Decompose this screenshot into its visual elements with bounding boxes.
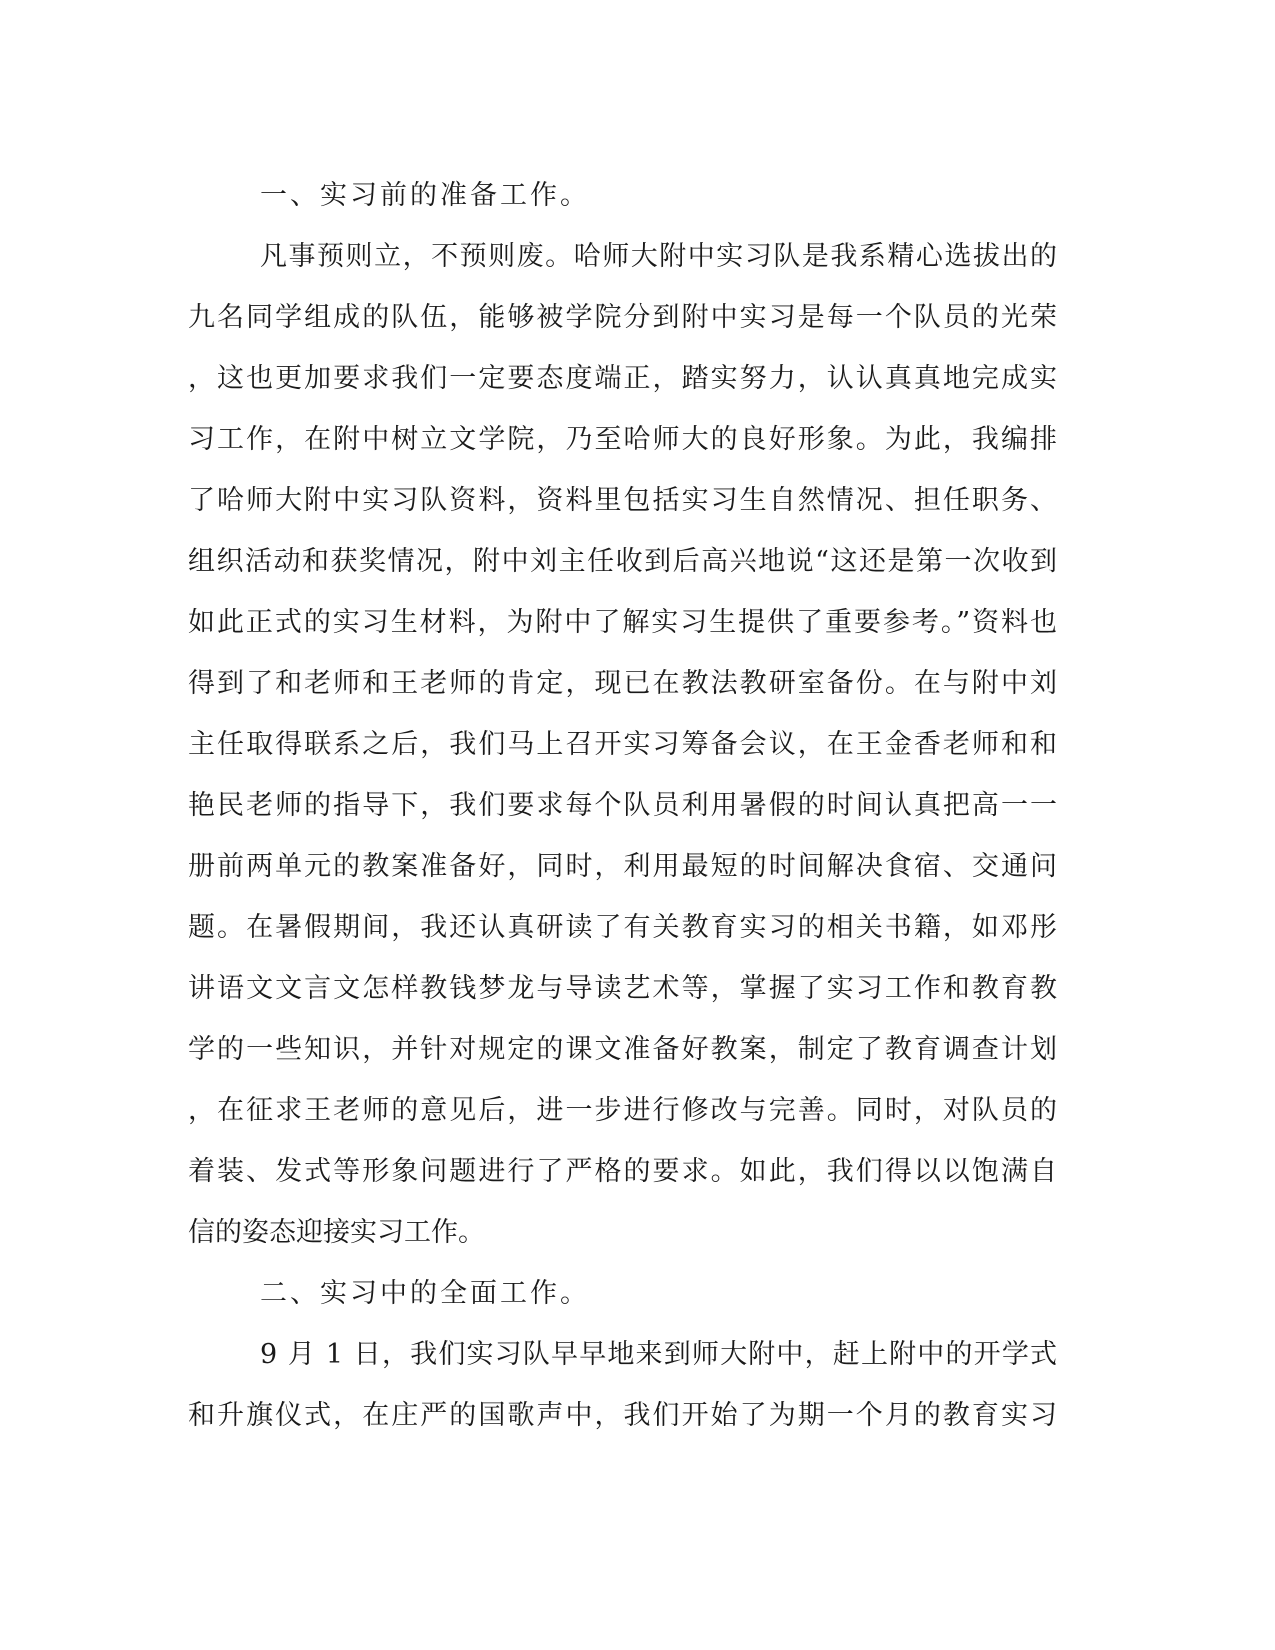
paragraph-line: ，在征求王老师的意见后，进一步进行修改与完善。同时，对队员的 bbox=[188, 1095, 1058, 1126]
paragraph-line: ，这也更加要求我们一定要态度端正，踏实努力，认认真真地完成实 bbox=[188, 363, 1058, 394]
paragraph-line: 讲语文文言文怎样教钱梦龙与导读艺术等，掌握了实习工作和教育教 bbox=[188, 973, 1058, 1004]
paragraph-line: 组织活动和获奖情况，附中刘主任收到后高兴地说“这还是第一次收到 bbox=[188, 546, 1058, 577]
paragraph-line: 如此正式的实习生材料，为附中了解实习生提供了重要参考。”资料也 bbox=[188, 607, 1058, 638]
paragraph-line: 题。在暑假期间，我还认真研读了有关教育实习的相关书籍，如邓彤 bbox=[188, 912, 1058, 943]
paragraph-line: 册前两单元的教案准备好，同时，利用最短的时间解决食宿、交通问 bbox=[188, 851, 1058, 882]
paragraph-line: 主任取得联系之后，我们马上召开实习筹备会议，在王金香老师和和 bbox=[188, 729, 1058, 760]
paragraph-line: 9 月 1 日，我们实习队早早地来到师大附中，赶上附中的开学式 bbox=[260, 1339, 1058, 1370]
paragraph-line: 着装、发式等形象问题进行了严格的要求。如此，我们得以以饱满自 bbox=[188, 1156, 1058, 1187]
paragraph-line: 习工作，在附中树立文学院，乃至哈师大的良好形象。为此，我编排 bbox=[188, 424, 1058, 455]
paragraph-line-last: 信的姿态迎接实习工作。 bbox=[188, 1217, 485, 1248]
paragraph-line: 学的一些知识，并针对规定的课文准备好教案，制定了教育调查计划 bbox=[188, 1034, 1058, 1065]
paragraph-line: 和升旗仪式，在庄严的国歌声中，我们开始了为期一个月的教育实习 bbox=[188, 1400, 1058, 1431]
section-heading-2: 二、实习中的全面工作。 bbox=[260, 1278, 590, 1309]
document-body bbox=[188, 165, 1058, 1446]
paragraph-line: 了哈师大附中实习队资料，资料里包括实习生自然情况、担任职务、 bbox=[188, 485, 1058, 516]
paragraph-line: 得到了和老师和王老师的肯定，现已在教法教研室备份。在与附中刘 bbox=[188, 668, 1058, 699]
paragraph-line: 艳民老师的指导下，我们要求每个队员利用暑假的时间认真把高一一 bbox=[188, 790, 1058, 821]
paragraph-line: 凡事预则立，不预则废。哈师大附中实习队是我系精心选拔出的 bbox=[260, 241, 1058, 272]
paragraph-line: 九名同学组成的队伍，能够被学院分到附中实习是每一个队员的光荣 bbox=[188, 302, 1058, 333]
section-heading-1: 一、实习前的准备工作。 bbox=[260, 180, 590, 211]
